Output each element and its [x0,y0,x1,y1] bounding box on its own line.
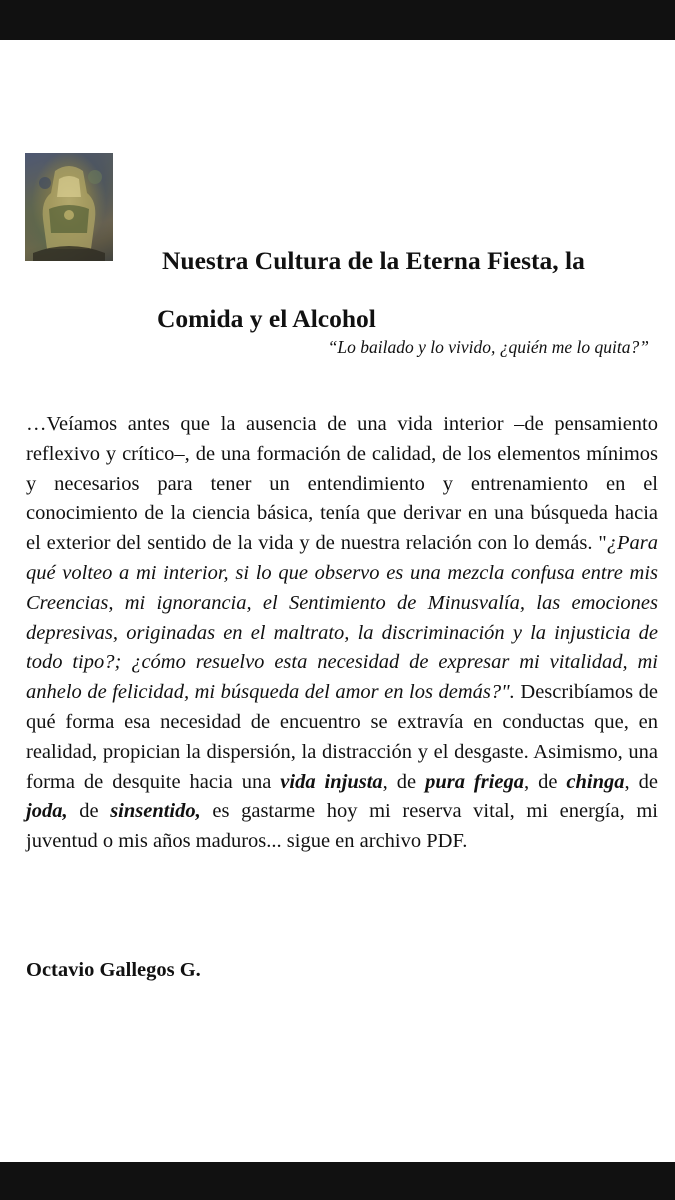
body-text-part-2: Describíamos de qué forma esa necesidad de encuentro se extravía en conductas que, en realidad, propician la dispersión, la distracción y el desgaste. Asimismo, una forma de desquite hacia una [26,681,658,793]
emphasis-vida-injusta: vida injusta [280,770,383,793]
emphasis-pura-friega: pura friega [425,770,525,793]
body-italic-quote: ¿Para qué volteo a mi interior, si lo que observo es una mezcla confusa entre mis Creencias, mi ignorancia, el Sentimiento de Minusvalía, las emociones depresivas, originadas en el maltrato, la discriminación y la injusticia de todo tipo?; ¿cómo resuelvo esta necesidad de expresar mi vitalidad, mi anhelo de felicidad, mi búsqueda del amor en los demás?". [26,532,658,704]
body-text-part-1: Veíamos antes que la ausencia de una vida interior –de pensamiento reflexivo y crítico–, de una formación de calidad, de los elementos mínimos y necesarios para tener un entendimiento y entrenamiento en el conocimiento de la ciencia básica, tenía que derivar en una búsqueda hacia el exterior del sentido de la vida y de nuestra relación con lo demás. " [26,413,658,555]
top-black-bar [0,0,675,40]
emphasis-joda: joda, [26,800,68,823]
body-sep-4: de [67,800,111,823]
article-body [26,410,658,857]
epigraph-quote: “Lo bailado y lo vivido, ¿quién me lo quita?” [327,337,649,357]
body-sep-3: , de [624,770,658,793]
body-sep-1: , de [382,770,426,793]
author-signature: Octavio Gallegos G. [26,959,201,981]
emphasis-sinsentido: sinsentido, [110,800,201,823]
article-title [0,232,675,348]
leading-ellipsis: … [26,413,47,435]
bottom-black-bar [0,1162,675,1200]
body-sep-2: , de [524,770,567,793]
body-text-part-3: es gastarme hoy mi reserva vital, mi energía, mi juventud o mis años maduros... sigue en archivo PDF. [26,800,658,853]
article-title-line-1: Nuestra Cultura de la Eterna Fiesta, la [162,246,585,275]
article-title-line-2: Comida y el Alcohol [157,304,376,333]
emphasis-chinga: chinga [566,770,625,793]
